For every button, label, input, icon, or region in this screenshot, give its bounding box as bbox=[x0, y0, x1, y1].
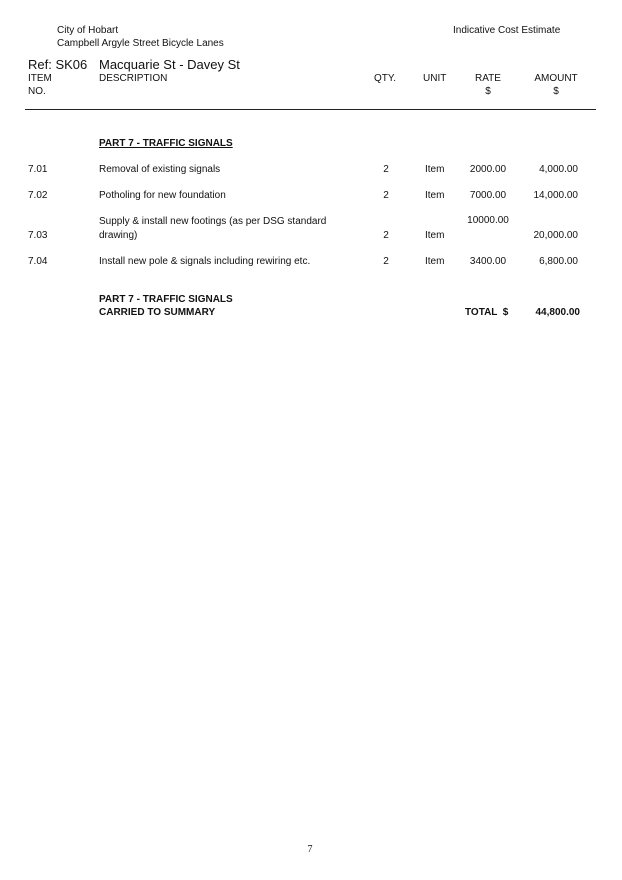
row-7-04-rate: 3400.00 bbox=[469, 256, 507, 267]
total-value: 44,800.00 bbox=[535, 307, 580, 318]
header-project: Campbell Argyle Street Bicycle Lanes bbox=[57, 38, 224, 49]
row-7-01-amount: 4,000.00 bbox=[539, 164, 578, 175]
row-7-02-description: Potholing for new foundation bbox=[99, 190, 226, 201]
row-7-03-qty: 2 bbox=[383, 230, 389, 241]
ref-location: Macquarie St - Davey St bbox=[99, 57, 240, 72]
col-item-header-1: ITEM bbox=[28, 73, 52, 84]
col-unit-header: UNIT bbox=[423, 73, 447, 84]
summary-line-2: CARRIED TO SUMMARY bbox=[99, 307, 216, 318]
row-7-03-unit: Item bbox=[425, 230, 445, 241]
row-7-01-item: 7.01 bbox=[28, 164, 48, 175]
section-title: PART 7 - TRAFFIC SIGNALS bbox=[99, 138, 233, 149]
row-7-04-description: Install new pole & signals including rewiring etc. bbox=[99, 256, 311, 267]
row-7-02-unit: Item bbox=[425, 190, 445, 201]
row-7-02-amount: 14,000.00 bbox=[533, 190, 578, 201]
total-label: TOTAL $ bbox=[465, 307, 509, 318]
row-7-02-qty: 2 bbox=[383, 190, 389, 201]
row-7-01-unit: Item bbox=[425, 164, 445, 175]
header-doc-type: Indicative Cost Estimate bbox=[453, 25, 561, 36]
row-7-02-item: 7.02 bbox=[28, 190, 48, 201]
row-7-01-qty: 2 bbox=[383, 164, 389, 175]
row-7-03-description-line-2: drawing) bbox=[99, 230, 138, 241]
col-qty-header: QTY. bbox=[374, 73, 397, 84]
row-7-02-rate: 7000.00 bbox=[469, 190, 507, 201]
row-7-03-description-line-1: Supply & install new footings (as per DSG standard bbox=[99, 216, 327, 227]
row-7-04-amount: 6,800.00 bbox=[539, 256, 578, 267]
col-rate-header-2: $ bbox=[485, 86, 491, 97]
header-org: City of Hobart bbox=[57, 25, 119, 36]
summary-line-1: PART 7 - TRAFFIC SIGNALS bbox=[99, 294, 233, 305]
page-number: 7 bbox=[307, 844, 313, 855]
row-7-01-rate: 2000.00 bbox=[469, 164, 507, 175]
col-description-header: DESCRIPTION bbox=[99, 73, 168, 84]
col-amount-header-1: AMOUNT bbox=[534, 73, 578, 84]
ref-code: Ref: SK06 bbox=[28, 57, 88, 72]
col-item-header-2: NO. bbox=[28, 86, 46, 97]
row-7-04-qty: 2 bbox=[383, 256, 389, 267]
row-7-01-description: Removal of existing signals bbox=[99, 164, 221, 175]
row-7-04-unit: Item bbox=[425, 256, 445, 267]
col-amount-header-2: $ bbox=[553, 86, 559, 97]
row-7-04-item: 7.04 bbox=[28, 256, 48, 267]
row-7-03-amount: 20,000.00 bbox=[533, 230, 578, 241]
header-divider bbox=[25, 109, 596, 110]
row-7-03-item: 7.03 bbox=[28, 230, 48, 241]
row-7-03-rate: 10000.00 bbox=[467, 215, 509, 226]
col-rate-header-1: RATE bbox=[475, 73, 501, 84]
